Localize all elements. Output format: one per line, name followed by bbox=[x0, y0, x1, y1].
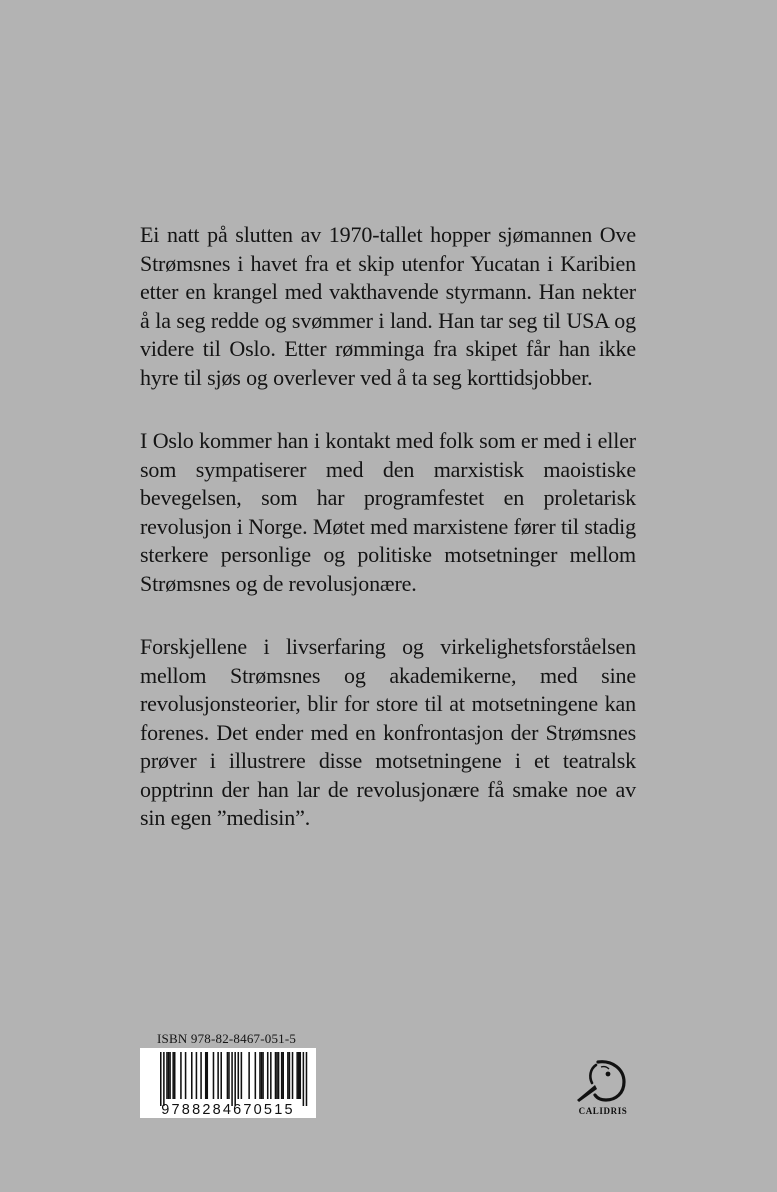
barcode-bar bbox=[185, 1052, 187, 1099]
barcode-bar bbox=[227, 1052, 229, 1099]
barcode-bar bbox=[172, 1052, 174, 1099]
barcode-bar bbox=[292, 1052, 294, 1099]
barcode-bar bbox=[306, 1052, 308, 1106]
barcode-bar bbox=[174, 1052, 176, 1099]
barcode-bar bbox=[220, 1052, 222, 1099]
barcode-bar bbox=[275, 1052, 277, 1099]
barcode-bar bbox=[169, 1052, 171, 1099]
barcode-bar bbox=[267, 1052, 269, 1099]
isbn-barcode bbox=[140, 1048, 316, 1118]
back-cover-blurb bbox=[140, 221, 636, 868]
barcode-bar bbox=[234, 1052, 236, 1106]
barcode-bar bbox=[228, 1052, 230, 1099]
barcode-bar bbox=[276, 1052, 278, 1099]
barcode-bar bbox=[282, 1052, 284, 1099]
barcode-bar bbox=[207, 1052, 209, 1099]
blurb-paragraph-1: Ei natt på slutten av 1970-tallet hopper sjømannen Ove Strømsnes i havet fra et skip utenfor Yucatan i Karibien etter en krangel med vakthavende styrmann. Han nekter å la seg redde og svømmer i land. Han tar seg til USA og videre til Oslo. Etter rømminga fra skipet får han ikke hyre til sjøs og overlever ved å ta seg korttidsjobber. bbox=[140, 222, 636, 390]
barcode-bar bbox=[248, 1052, 250, 1099]
barcode-bar bbox=[160, 1052, 162, 1106]
calidris-bird-logo-icon bbox=[568, 1055, 638, 1117]
barcode-bar bbox=[166, 1052, 168, 1099]
publisher-name: CALIDRIS bbox=[578, 1106, 628, 1116]
barcode-icon bbox=[140, 1048, 316, 1118]
barcode-bar bbox=[298, 1052, 300, 1099]
barcode-bar bbox=[217, 1052, 219, 1099]
barcode-bar bbox=[241, 1052, 243, 1099]
blurb-paragraph-3: Forskjellene i livserfaring og virkelighetsforståelsen mellom Strømsnes og akademikerne, med sine revolusjonsteorier, blir for store til at motsetningene kan forenes. Det ender med en konfrontasjon der Strømsnes prøver i illustrere disse motsetningene i et teatralsk opptrinn der han lar de revolusjonære få smake noe av sin egen ”medisin”. bbox=[140, 634, 636, 830]
publisher-logo bbox=[568, 1055, 638, 1117]
barcode-bar bbox=[180, 1052, 182, 1099]
barcode-bar bbox=[196, 1052, 198, 1099]
barcode-bar bbox=[287, 1052, 289, 1099]
barcode-bar bbox=[255, 1052, 257, 1099]
barcode-digits: 9788284670515 bbox=[161, 1102, 295, 1118]
barcode-bar bbox=[200, 1052, 202, 1099]
isbn-label: ISBN 978-82-8467-051-5 bbox=[157, 1031, 297, 1046]
barcode-bar bbox=[270, 1052, 272, 1099]
barcode-bar bbox=[289, 1052, 291, 1099]
barcode-bar bbox=[191, 1052, 193, 1099]
barcode-bar bbox=[281, 1052, 283, 1099]
barcode-bar bbox=[262, 1052, 264, 1099]
barcode-bar bbox=[231, 1052, 233, 1106]
barcode-bar bbox=[259, 1052, 261, 1099]
barcode-bar bbox=[278, 1052, 280, 1099]
barcode-bar bbox=[163, 1052, 165, 1106]
barcode-bar bbox=[168, 1052, 170, 1099]
barcode-bar bbox=[205, 1052, 207, 1099]
barcode-bar bbox=[300, 1052, 302, 1099]
blurb-paragraph-2: I Oslo kommer han i kontakt med folk som er med i eller som sympatiserer med den marxistisk maoistiske bevegelsen, som har programfestet en proletarisk revolusjon i Norge. Møtet med marxistene fører til stadig sterkere personlige og politiske motsetninger mellom Strømsnes og de revolusjonære. bbox=[140, 428, 636, 596]
barcode-bar bbox=[213, 1052, 215, 1099]
barcode-bar bbox=[296, 1052, 298, 1099]
barcode-bar bbox=[261, 1052, 263, 1099]
barcode-bar bbox=[238, 1052, 240, 1099]
barcode-bar bbox=[303, 1052, 305, 1106]
